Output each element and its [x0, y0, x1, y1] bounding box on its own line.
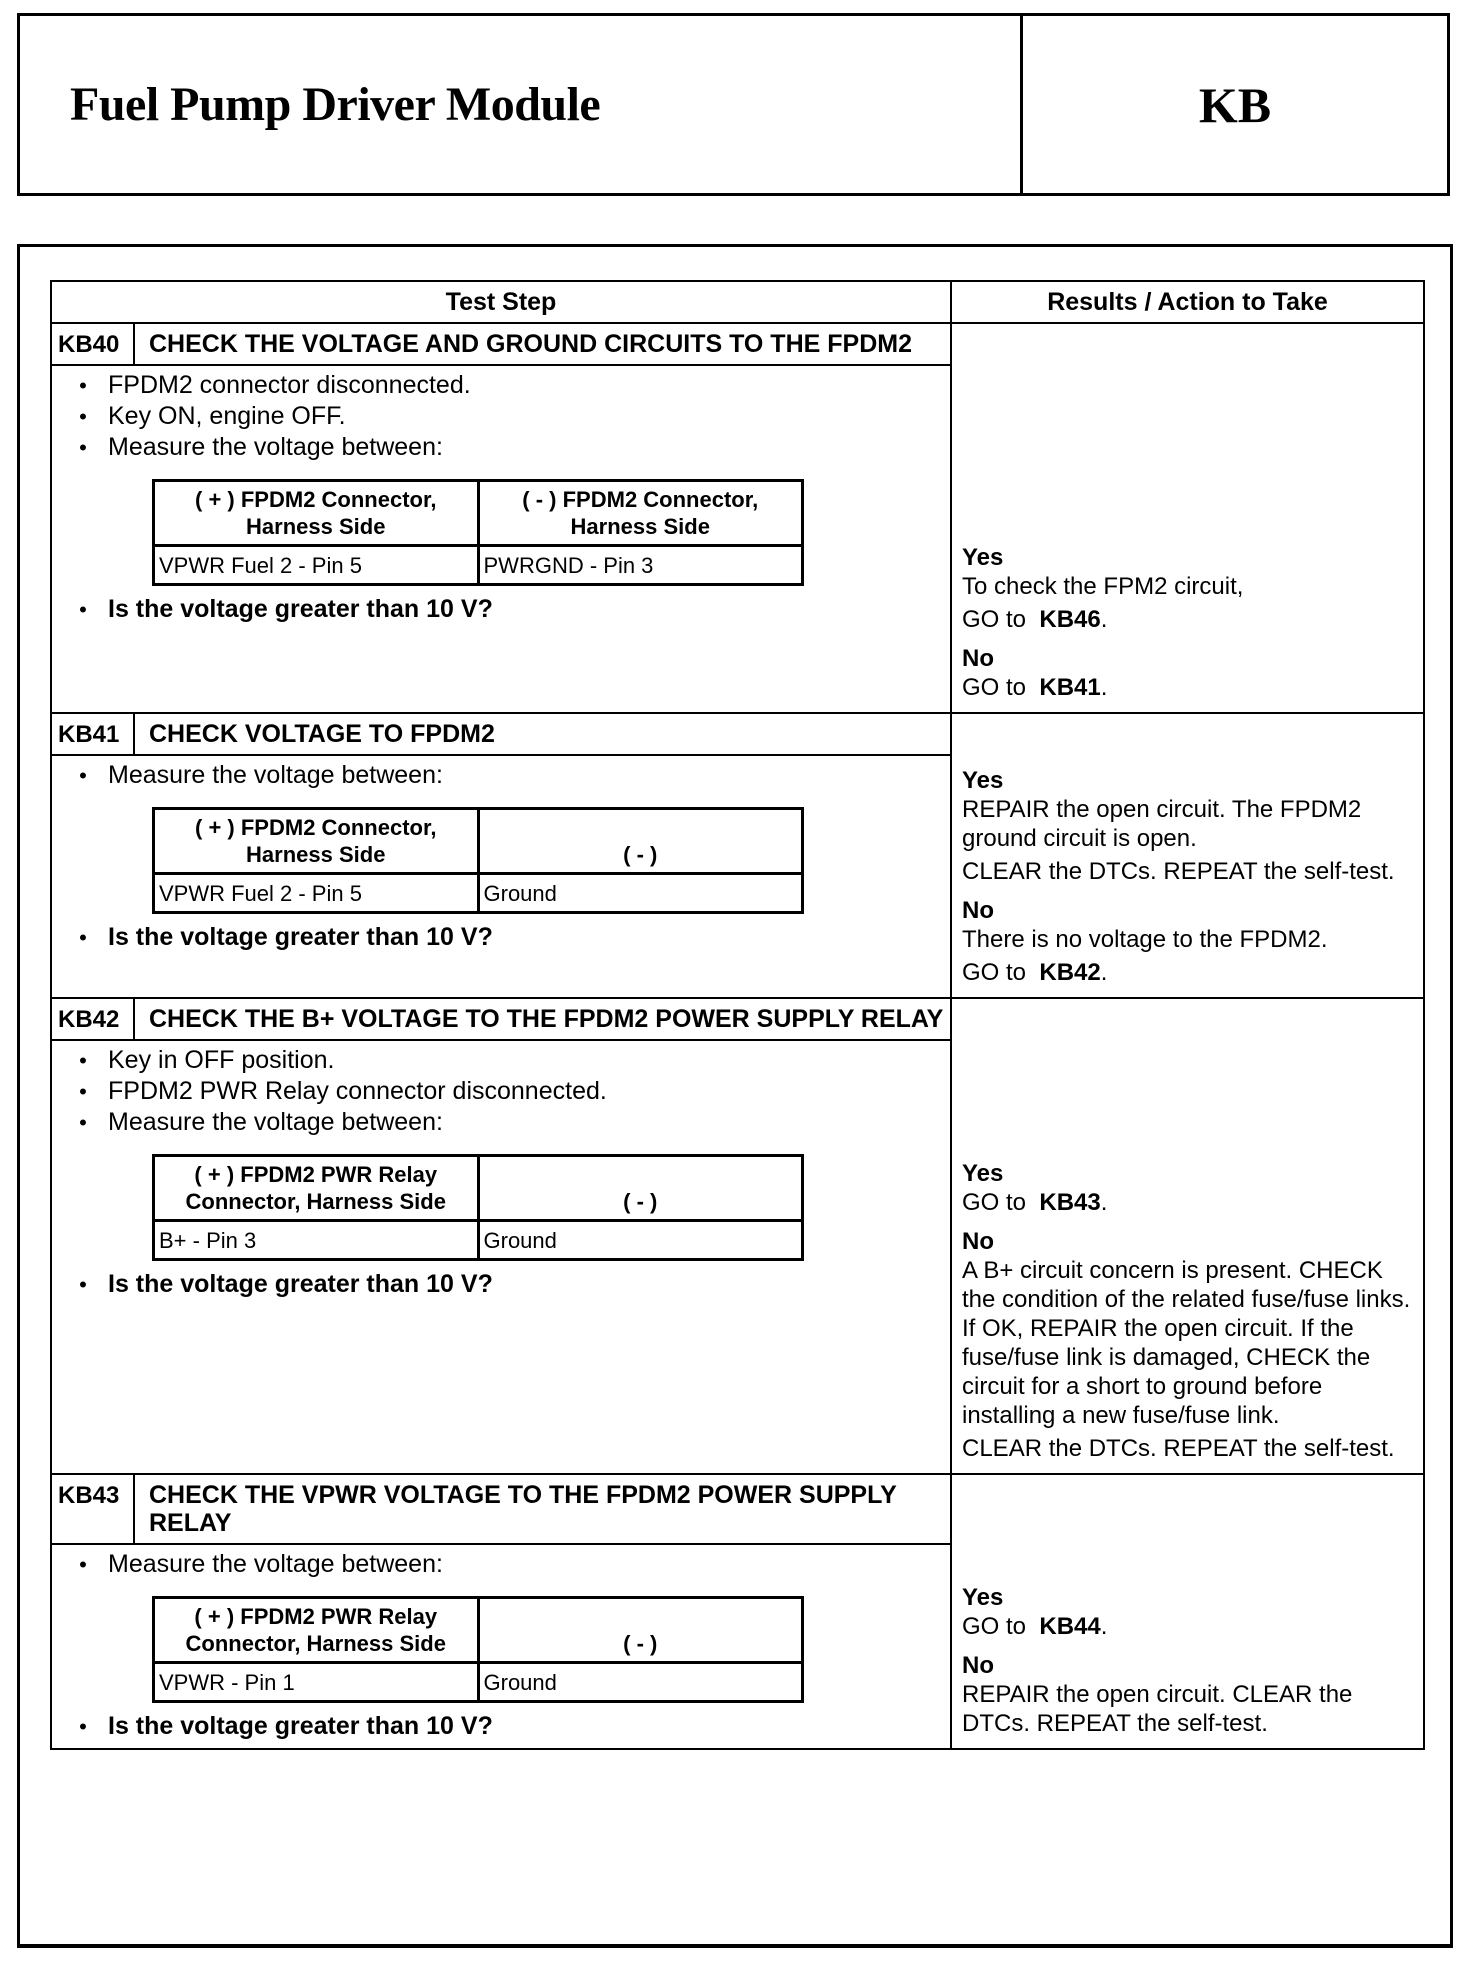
- bullet-text: FPDM2 connector disconnected.: [108, 371, 471, 399]
- question: [52, 594, 950, 625]
- test-step-cell: [52, 999, 952, 1473]
- yes-action: GO to KB46.: [962, 606, 1108, 633]
- question-text: Is the voltage greater than 10 V?: [108, 1270, 493, 1298]
- measurement-table: [152, 1154, 804, 1261]
- goto-step-link[interactable]: KB41: [1039, 674, 1101, 701]
- test-step-row-kb40: [52, 324, 1423, 714]
- yes-label: Yes: [962, 767, 1004, 794]
- bullet-item: [52, 370, 950, 401]
- step-body: [52, 1041, 950, 1473]
- positive-lead-value: B+ - Pin 3: [154, 1221, 479, 1260]
- section-code: KB: [1198, 76, 1272, 133]
- yes-action: GO to KB43.: [962, 1189, 1108, 1216]
- negative-lead-header: ( - ): [478, 809, 803, 874]
- bullet-icon: •: [79, 925, 87, 950]
- action-text: A B+ circuit concern is present. CHECK the condition of the related fuse/fuse links. If OK, REPAIR the open circuit. If the fuse/fuse link is damaged, CHECK the circuit for a short to ground before installing a new fuse/fuse link.: [962, 1257, 1411, 1429]
- measurement-header-row: [154, 809, 803, 874]
- no-label: No: [962, 645, 994, 672]
- yes-label: Yes: [962, 544, 1004, 571]
- negative-lead-value: PWRGND - Pin 3: [478, 546, 803, 585]
- test-step-cell: [52, 714, 952, 997]
- column-header-results: Results / Action to Take: [1047, 287, 1328, 316]
- bullet-text: Measure the voltage between:: [108, 433, 443, 461]
- question: [52, 1269, 950, 1300]
- step-title-row: [52, 1475, 950, 1545]
- positive-lead-value: VPWR - Pin 1: [154, 1663, 479, 1702]
- bullet-item: [52, 760, 950, 791]
- question-text: Is the voltage greater than 10 V?: [108, 1712, 493, 1740]
- no-label: No: [962, 1652, 994, 1679]
- measurement-header-row: [154, 1156, 803, 1221]
- step-title-row: [52, 999, 950, 1041]
- measurement-table: [152, 1596, 804, 1703]
- bullet-icon: •: [79, 404, 87, 429]
- test-step-row-kb41: [52, 714, 1423, 999]
- action-text: To check the FPM2 circuit,: [962, 573, 1244, 600]
- bullet-item: [52, 1107, 950, 1138]
- step-title-row: [52, 324, 950, 366]
- no-action: GO to KB42.: [962, 959, 1108, 986]
- bullet-item: [52, 432, 950, 463]
- bullet-item: [52, 401, 950, 432]
- bullet-icon: •: [79, 1714, 87, 1739]
- results-cell: [952, 324, 1423, 712]
- no-action: [962, 1680, 1417, 1738]
- results-cell: [952, 714, 1423, 997]
- negative-lead-value: Ground: [478, 1663, 803, 1702]
- test-step-cell: [52, 1475, 952, 1748]
- step-title: CHECK THE VOLTAGE AND GROUND CIRCUITS TO THE FPDM2: [149, 330, 912, 358]
- bullet-item: [52, 1076, 950, 1107]
- test-step-cell: [52, 324, 952, 712]
- positive-lead-header: ( + ) FPDM2 PWR Relay Connector, Harness Side: [154, 1156, 479, 1221]
- yes-action: GO to KB44.: [962, 1613, 1108, 1640]
- no-label: No: [962, 1228, 994, 1255]
- bullet-text: FPDM2 PWR Relay connector disconnected.: [108, 1077, 607, 1105]
- action-text: GO to: [962, 1613, 1027, 1640]
- table-header-row: [52, 282, 1423, 324]
- positive-lead-header: ( + ) FPDM2 PWR Relay Connector, Harness Side: [154, 1598, 479, 1663]
- step-id: KB41: [52, 714, 135, 754]
- bullet-icon: •: [79, 1110, 87, 1135]
- bullet-text: Measure the voltage between:: [108, 1108, 443, 1136]
- action-text: There is no voltage to the FPDM2.: [962, 926, 1328, 953]
- page-header: [17, 13, 1450, 196]
- goto-step-link[interactable]: KB46: [1039, 606, 1101, 633]
- negative-lead-header: ( - ) FPDM2 Connector, Harness Side: [478, 481, 803, 546]
- measurement-table: [152, 807, 804, 914]
- test-step-table: [50, 280, 1425, 1750]
- yes-label: Yes: [962, 1160, 1004, 1187]
- step-title-row: [52, 714, 950, 756]
- positive-lead-value: VPWR Fuel 2 - Pin 5: [154, 874, 479, 913]
- step-id: KB42: [52, 999, 135, 1039]
- yes-label: Yes: [962, 1584, 1004, 1611]
- test-step-row-kb42: [52, 999, 1423, 1475]
- page-title: Fuel Pump Driver Module: [70, 78, 601, 131]
- measurement-value-row: [154, 1221, 803, 1260]
- action-text: GO to: [962, 959, 1027, 986]
- bullet-text: Measure the voltage between:: [108, 761, 443, 789]
- no-label: No: [962, 897, 994, 924]
- bullet-icon: •: [79, 373, 87, 398]
- no-action: [962, 1256, 1417, 1430]
- negative-lead-header: ( - ): [478, 1156, 803, 1221]
- bullet-item: [52, 1045, 950, 1076]
- question-text: Is the voltage greater than 10 V?: [108, 923, 493, 951]
- yes-action: [962, 857, 1417, 886]
- bullet-item: [52, 1549, 950, 1580]
- positive-lead-header: ( + ) FPDM2 Connector, Harness Side: [154, 481, 479, 546]
- action-text: GO to: [962, 674, 1027, 701]
- measurement-value-row: [154, 546, 803, 585]
- step-title: CHECK THE VPWR VOLTAGE TO THE FPDM2 POWER SUPPLY RELAY: [149, 1481, 897, 1537]
- yes-action: [962, 572, 1417, 601]
- bullet-icon: •: [79, 763, 87, 788]
- question: [52, 922, 950, 953]
- step-body: [52, 366, 950, 712]
- column-header-test-step: Test Step: [52, 282, 952, 322]
- action-text: GO to: [962, 606, 1027, 633]
- bullet-icon: •: [79, 1079, 87, 1104]
- measurement-header-row: [154, 481, 803, 546]
- goto-step-link[interactable]: KB44: [1039, 1613, 1101, 1640]
- step-id: KB40: [52, 324, 135, 364]
- results-cell: [952, 999, 1423, 1473]
- action-text: GO to: [962, 1189, 1027, 1216]
- test-step-row-kb43: [52, 1475, 1423, 1748]
- goto-step-link[interactable]: KB42: [1039, 959, 1101, 986]
- step-title: CHECK THE B+ VOLTAGE TO THE FPDM2 POWER SUPPLY RELAY: [149, 1005, 944, 1033]
- action-text: CLEAR the DTCs. REPEAT the self-test.: [962, 858, 1395, 885]
- negative-lead-value: Ground: [478, 1221, 803, 1260]
- negative-lead-header: ( - ): [478, 1598, 803, 1663]
- no-action: [962, 1434, 1417, 1463]
- bullet-text: Key ON, engine OFF.: [108, 402, 346, 430]
- bullet-icon: •: [79, 1272, 87, 1297]
- question: [52, 1711, 950, 1742]
- bullet-icon: •: [79, 1552, 87, 1577]
- action-text: REPAIR the open circuit. CLEAR the DTCs. REPEAT the self-test.: [962, 1681, 1353, 1737]
- step-id: KB43: [52, 1475, 135, 1543]
- bullet-icon: •: [79, 597, 87, 622]
- action-text: CLEAR the DTCs. REPEAT the self-test.: [962, 1435, 1395, 1462]
- yes-action: [962, 795, 1417, 853]
- no-action: GO to KB41.: [962, 674, 1108, 701]
- positive-lead-value: VPWR Fuel 2 - Pin 5: [154, 546, 479, 585]
- positive-lead-header: ( + ) FPDM2 Connector, Harness Side: [154, 809, 479, 874]
- bullet-text: Key in OFF position.: [108, 1046, 335, 1074]
- measurement-value-row: [154, 1663, 803, 1702]
- measurement-table: [152, 479, 804, 586]
- bullet-icon: •: [79, 1048, 87, 1073]
- question-text: Is the voltage greater than 10 V?: [108, 595, 493, 623]
- bullet-text: Measure the voltage between:: [108, 1550, 443, 1578]
- no-action: [962, 925, 1417, 954]
- measurement-value-row: [154, 874, 803, 913]
- goto-step-link[interactable]: KB43: [1039, 1189, 1101, 1216]
- step-body: [52, 756, 950, 997]
- measurement-header-row: [154, 1598, 803, 1663]
- action-text: REPAIR the open circuit. The FPDM2 ground circuit is open.: [962, 796, 1362, 852]
- step-title: CHECK VOLTAGE TO FPDM2: [149, 720, 495, 748]
- results-cell: [952, 1475, 1423, 1748]
- bullet-icon: •: [79, 435, 87, 460]
- step-body: [52, 1545, 950, 1748]
- negative-lead-value: Ground: [478, 874, 803, 913]
